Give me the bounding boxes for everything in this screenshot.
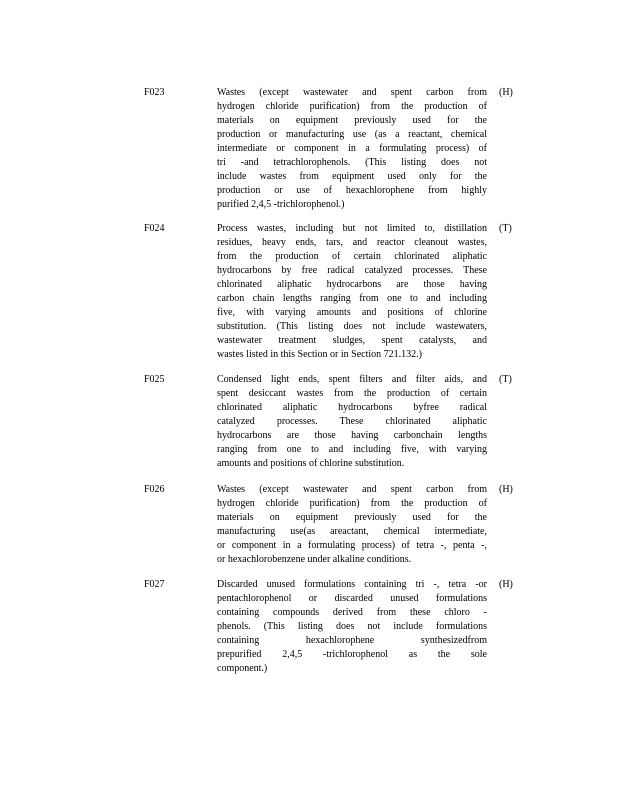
description-line: five, with varying amounts and positions of chlorine [217, 307, 487, 318]
waste-description [217, 483, 487, 567]
description-line: intermediate or component in a formulating process) of [217, 143, 487, 154]
description-line: pentachlorophenol or discarded unused formulations [217, 593, 487, 604]
description-line: ranging from one to and including five, with varying [217, 444, 487, 455]
description-line: materials on equipment previously used for the [217, 512, 487, 523]
description-line: manufacturing use(as areactant, chemical intermediate, [217, 526, 487, 537]
waste-description [217, 373, 487, 471]
description-line: wastewater treatment sludges, spent catalysts, and [217, 335, 487, 346]
description-line: hydrogen chloride purification) from the production of [217, 498, 487, 509]
waste-description [217, 222, 487, 362]
waste-code: F024 [144, 223, 165, 234]
description-line: or component in a formulating process) of tetra -, penta -, [217, 540, 487, 551]
description-line: hydrocarbons by free radical catalyzed processes. These [217, 265, 487, 276]
description-line: purified 2,4,5 -trichlorophenol.) [217, 199, 345, 210]
description-line: component.) [217, 663, 268, 674]
description-line: chlorinated aliphatic hydrocarbons byfree radical [217, 402, 487, 413]
description-line: from the production of certain chlorinated aliphatic [217, 251, 487, 262]
description-line: prepurified 2,4,5 -trichlorophenol as the sole [217, 649, 487, 660]
description-line: amounts and positions of chlorine substitution. [217, 458, 405, 469]
description-line: containing hexachlorophene synthesizedfrom [217, 635, 487, 646]
waste-code: F023 [144, 87, 165, 98]
description-line: spent desiccant wastes from the production of certain [217, 388, 487, 399]
description-line: or hexachlorobenzene under alkaline conditions. [217, 554, 412, 565]
description-line: chlorinated aliphatic hydrocarbons are those having [217, 279, 487, 290]
description-line: carbon chain lengths ranging from one to and including [217, 293, 487, 304]
description-line: hydrogen chloride purification) from the production of [217, 101, 487, 112]
description-line: containing compounds derived from these chloro - [217, 607, 487, 618]
hazard-code: (T) [499, 374, 512, 385]
description-line: phenols. (This listing does not include formulations [217, 621, 487, 632]
description-line: Process wastes, including but not limited to, distillation [217, 223, 487, 234]
hazard-code: (H) [499, 579, 513, 590]
description-line: tri -and tetrachlorophenols. (This listing does not [217, 157, 487, 168]
waste-code: F025 [144, 374, 165, 385]
waste-code: F026 [144, 484, 165, 495]
waste-description [217, 86, 487, 212]
description-line: include wastes from equipment used only for the [217, 171, 487, 182]
description-line: production or use of hexachlorophene from highly [217, 185, 487, 196]
description-line: Wastes (except wastewater and spent carbon from [217, 87, 487, 98]
description-line: substitution. (This listing does not include wastewaters, [217, 321, 487, 332]
description-line: wastes listed in this Section or in Section 721.132.) [217, 349, 422, 360]
description-line: production or manufacturing use (as a reactant, chemical [217, 129, 487, 140]
description-line: Condensed light ends, spent filters and filter aids, and [217, 374, 487, 385]
description-line: residues, heavy ends, tars, and reactor cleanout wastes, [217, 237, 487, 248]
waste-description [217, 578, 487, 676]
hazard-code: (H) [499, 484, 513, 495]
hazard-code: (T) [499, 223, 512, 234]
description-line: Wastes (except wastewater and spent carbon from [217, 484, 487, 495]
hazard-code: (H) [499, 87, 513, 98]
description-line: materials on equipment previously used for the [217, 115, 487, 126]
description-line: hydrocarbons are those having carbonchain lengths [217, 430, 487, 441]
description-line: catalyzed processes. These chlorinated aliphatic [217, 416, 487, 427]
waste-code: F027 [144, 579, 165, 590]
description-line: Discarded unused formulations containing tri -, tetra -or [217, 579, 487, 590]
